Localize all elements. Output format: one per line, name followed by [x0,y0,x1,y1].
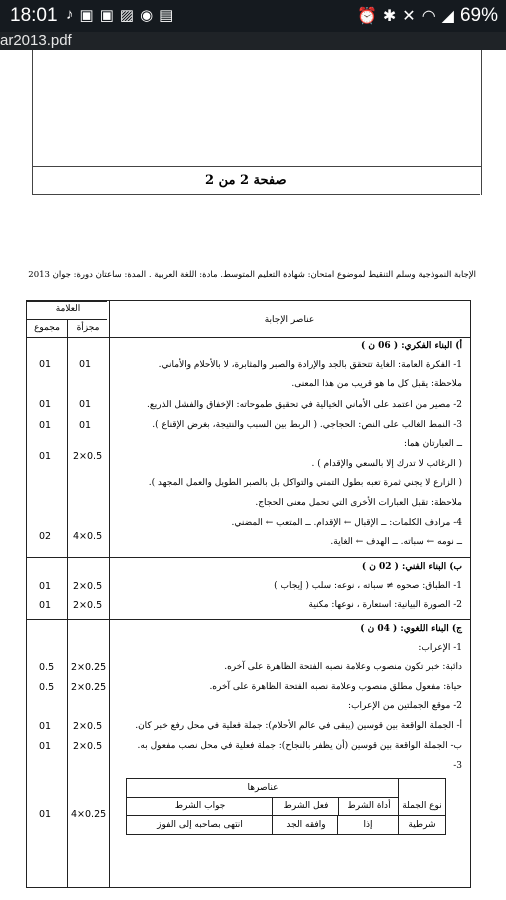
status-bar [0,0,506,32]
answer-c2b: ب- الجملة الواقعة بين قوسين (أن يظفر بالنجاح): جملة فعلية في محل نصب مفعول به. [137,741,462,751]
clock: 18:01 [10,5,58,26]
file-title: ar2013.pdf [0,32,506,50]
elements-header: عناصر الإجابة [264,315,315,325]
row-type: شرطية [408,820,436,830]
kbs-icon: ◉ [140,7,154,24]
row-answer: انتهى بصاحبه إلى الفوز [157,820,243,830]
music-note-icon: ♪ [66,6,74,23]
mute-icon: ✕ [402,8,416,25]
gallery-icon: ▨ [119,7,135,24]
grade-header: العلامة [55,304,81,314]
partial-value: 2×0.5 [73,721,103,732]
total-value: 01 [39,721,52,732]
total-value: 02 [39,531,52,542]
page-divider [32,194,480,195]
partial-value: 2×0.5 [73,741,103,752]
answer-a1: 1- الفكرة العامة: الغاية تتحقق بالجد والإرادة والصبر والمثابرة، لا بالأحلام والأماني. [158,360,462,370]
notification-icons [66,6,173,24]
answer-b2: 2- الصورة البيانية: استعارة ، نوعها: مكنية [308,600,462,610]
answer-c2a: أ- الجملة الواقعة بين قوسين (يبقى في عالم الأحلام): جملة فعلية في محل رفع خبر كان. [135,721,462,731]
battery-level: 69% [459,5,498,26]
partial-value: 01 [79,420,92,431]
answer-a1-note: ملاحظة: يقبل كل ما هو قريب من هذا المعنى. [291,379,462,389]
total-value: 0.5 [39,682,55,693]
translate-icon: ▤ [159,7,174,24]
section-a-title: أ) البناء الفكري: ( 06 ن ) [361,341,462,351]
answer-b1: 1- الطباق: صحوه ≠ سباته ، نوعه: سلب ( إيجاب ) [274,581,462,591]
answer-header: جواب الشرط [174,801,226,811]
total-value: 01 [39,420,52,431]
document-header: الإجابة النموذجية وسلم التنقيط لموضوع امتحان: شهادة التعليم المتوسط. مادة: اللغة العربية . المدة: ساعتان دورة: جوان 2013 [28,270,476,280]
row-verb: وافقه الجد [272,816,339,834]
elements-subheader: عناصرها [127,779,399,798]
answer-a3: 3- النمط الغالب على النص: الحجاجي. ( الربط بين السبب والنتيجة، بغرض الإقناع ). [152,420,462,430]
type-header: نوع الجملة [398,779,445,834]
total-value: 01 [39,399,52,410]
partial-value: 4×0.25 [71,809,107,820]
page-number-label: صفحة 2 من 2 [205,173,287,188]
total-value: 01 [39,451,52,462]
partial-value: 2×0.25 [71,682,107,693]
tool-header: أداة الشرط [338,797,399,815]
partial-value: 4×0.5 [73,531,103,542]
partial-value: 2×0.25 [71,662,107,673]
conditional-sentence-table [126,778,446,835]
partial-value: 2×0.5 [73,451,103,462]
verb-header: فعل الشرط [272,797,339,815]
section-c-title: ج) البناء اللغوي: ( 04 ن ) [360,624,462,634]
answer-a4b: ــ نومه ← سباته. ــ الهدف ← الغاية. [330,537,462,547]
total-value: 01 [39,359,52,370]
signal-icon: ◢ [441,8,454,25]
pdf-icon: ▣ [79,7,94,24]
answer-a-s1: ( الرغائب لا تدرك إلا بالسعي والإقدام ) . [311,459,462,469]
partial-value: 2×0.5 [73,581,103,592]
alarm-icon: ⏰ [356,8,377,25]
answer-a2: 2- مصير من اعتمد على الأماني الخيالية في تحقيق طموحاته: الإخفاق والفشل الذريع. [147,400,462,410]
answer-a-sentences: ــ العبارتان هما: [404,439,462,449]
answer-c2: 2- موقع الجملتين من الإعراب: [348,701,462,711]
answer-a4: 4- مرادف الكلمات: ــ الإقبال ← الإقدام. ــ المتعب ← المضني. [231,518,462,528]
answer-c1: 1- الإعراب: [418,643,462,653]
answer-c1a: دائبة: خبر تكون منصوب وعلامة نصبه الفتحة الظاهرة على آخره. [224,662,462,672]
partial-value: 01 [79,399,92,410]
answer-c3: 3- [453,761,462,771]
answer-c1b: حياة: مفعول مطلق منصوب وعلامة نصبه الفتحة الظاهرة على آخره. [209,682,462,692]
answer-a-note2: ملاحظة: تقبل العبارات الأخرى التي تحمل معنى الحجاج. [255,498,462,508]
row-tool: إذا [337,816,399,834]
total-value: 0.5 [39,662,55,673]
partial-value: 01 [79,359,92,370]
answer-a-s2: ( الزارع لا يجني ثمرة تعبه بطول التمني والتواكل بل بالصبر الطويل والعمل المجهد ). [148,478,462,488]
system-icons [357,5,498,27]
bluetooth-icon: ✱ [382,8,397,25]
partial-header: مجزأة [76,323,100,333]
total-value: 01 [39,581,52,592]
total-header: مجموع [34,323,60,333]
wifi-icon: ◠ [421,8,436,25]
total-value: 01 [39,809,52,820]
partial-value: 2×0.5 [73,600,103,611]
total-value: 01 [39,741,52,752]
total-value: 01 [39,600,52,611]
pdf-icon: ▣ [99,7,114,24]
section-b-title: ب) البناء الفني: ( 02 ن ) [361,562,462,572]
